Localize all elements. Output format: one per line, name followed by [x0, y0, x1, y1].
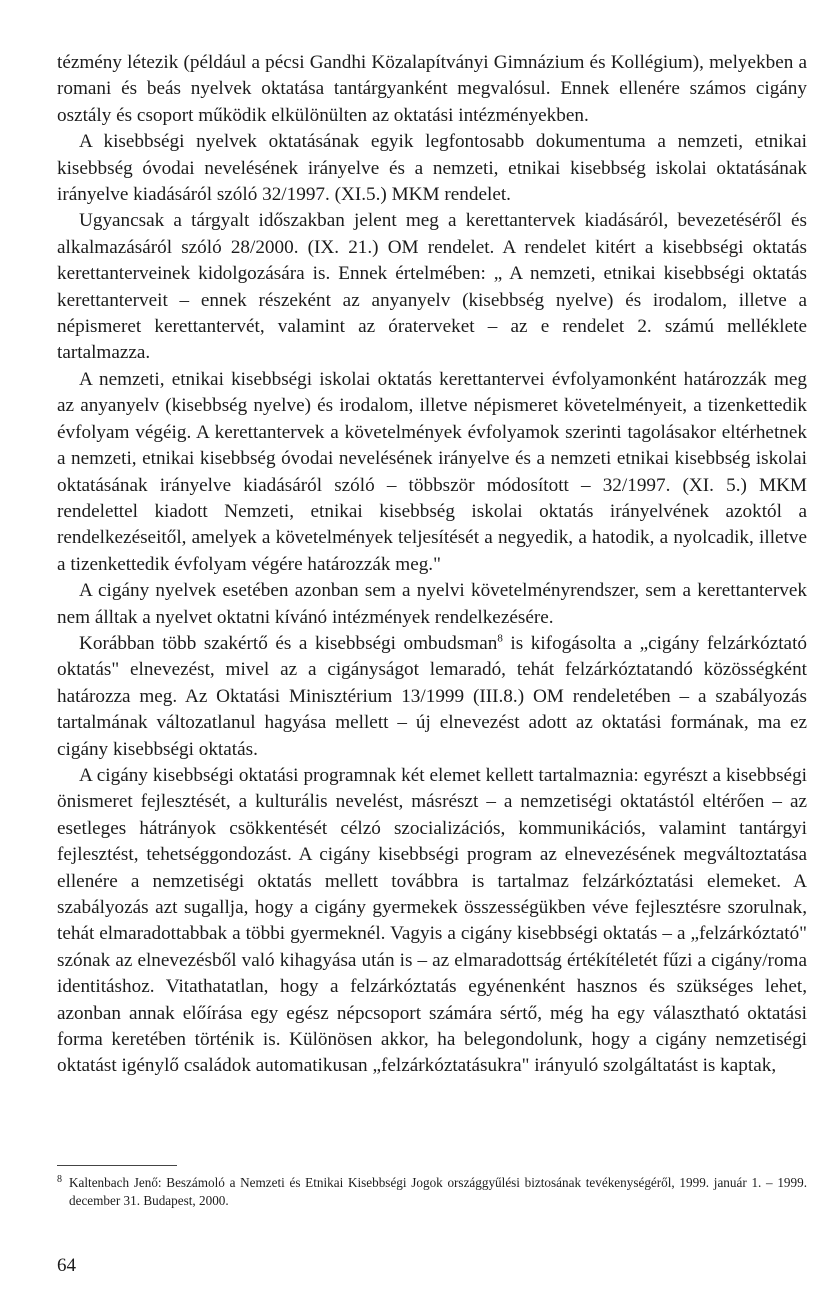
paragraph-1: tézmény létezik (például a pécsi Gandhi Közalapítványi Gimnázium és Kollégium), melyekben a romani és beás nyelvek oktatása tantárgyanként megvalósul. Ennek ellenére számos cigány osztály és csoport működik elkülönülten az oktatási intézményekben.: [57, 52, 807, 126]
footnote: [57, 1174, 807, 1210]
footnote-mark: 8: [57, 1174, 62, 1185]
footnote-text: Kaltenbach Jenő: Beszámoló a Nemzeti és Etnikai Kisebbségi Jogok országgyűlési biztosának tevékenységéről, 1999. január 1. – 1999. december 31. Budapest, 2000.: [69, 1175, 807, 1208]
paragraph-6-rest: is kifogásolta a „cigány felzárkóztató oktatás" elnevezést, mivel az a cigányságot lemaradó, tehát felzárkóztatandó közösségként határozza meg. Az Oktatási Minisztérium 13/1999 (III.8.) OM rendeletében – a szabályozás tartalmának változatlanul hagyása mellett – új elnevezést adott az oktatási formának, ma ez cigány kisebbségi oktatás.: [57, 632, 807, 760]
paragraph-4: A nemzeti, etnikai kisebbségi iskolai oktatás kerettantervei évfolyamonként határozzák meg az anyanyelv (kisebbség nyelve) és irodalom, illetve népismeret követelményeit, a tizenkettedik évfolyam végéig. A kerettantervek a követelmények évfolyamok szerinti tagolásakor eltérhetnek a nemzeti, etnikai kisebbség óvodai nevelésének irányelve és a nemzeti etnikai kisebbség iskolai oktatásának irányelve kiadásáról szóló – többször módosított – 32/1997. (XI. 5.) MKM rendelettel kiadott Nemzeti, etnikai kisebbség iskolai oktatás irányelvének azoktól a rendelkezéseitől, amelyek a követelmények teljesítését a negyedik, a hatodik, a nyolcadik, illetve a tizenkettedik évfolyam végére határozzák meg.": [57, 368, 807, 575]
footnote-area: [57, 1165, 807, 1210]
paragraph-5: A cigány nyelvek esetében azonban sem a nyelvi követelményrendszer, sem a kerettantervek nem álltak a nyelvet oktatni kívánó intézmények rendelkezésére.: [57, 580, 807, 628]
page-number: 64: [57, 1255, 76, 1276]
paragraph-6-start: Korábban több szakértő és a kisebbségi ombudsman: [79, 632, 498, 654]
paragraph-2: A kisebbségi nyelvek oktatásának egyik legfontosabb dokumentuma a nemzeti, etnikai kisebbség óvodai nevelésének irányelve és a nemzeti, etnikai kisebbség iskolai oktatásának irányelve kiadásáról szóló 32/1997. (XI.5.) MKM rendelet.: [57, 131, 807, 206]
footnote-divider: [57, 1165, 177, 1166]
paragraph-6: [57, 631, 807, 763]
paragraph-7: A cigány kisebbségi oktatási programnak két elemet kellett tartalmaznia: egyrészt a kisebbségi önismeret fejlesztését, a kulturális nevelést, másrészt – a nemzetiségi oktatástól eltérően – az esetleges hátrányok csökkentését célzó szocializációs, kommunikációs, valamint tantárgyi fejlesztést, tehetséggondozást. A cigány kisebbségi program az elnevezésének megváltoztatása ellenére a nemzetiségi oktatás mellett továbbra is tartalmaz felzárkóztatási elemeket. A szabályozás azt sugallja, hogy a cigány gyermekek összességükben véve fejlesztésre szorulnak, tehát elmaradottabbak a többi gyermeknél. Vagyis a cigány kisebbségi oktatás – a „felzárkóztató" szónak az elnevezésből való kihagyása után is – az elmaradottság értékítéletét fűzi a cigány/roma identitáshoz. Vitathatatlan, hogy a felzárkóztatás egyénenként hasznos és szükséges lehet, azonban annak előírása egy egész népcsoport számára sértő, még ha egy választható oktatási forma keretében történik is. Különösen akkor, ha belegondolunk, hogy a cigány nemzetiségi oktatást igénylő családok automatikusan „felzárkóztatásukra" irányuló szolgáltatást is kaptak,: [57, 764, 807, 1077]
footnote-reference[interactable]: 8: [497, 632, 503, 645]
paragraph-3: Ugyancsak a tárgyalt időszakban jelent meg a kerettantervek kiadásáról, bevezetéséről és alkalmazásáról szóló 28/2000. (IX. 21.) OM rendelet. A rendelet kitért a kisebbségi oktatás kerettanterveinek kidolgozására is. Ennek értelmében: „ A nemzeti, etnikai kisebbségi oktatás kerettanterveit – ennek részeként az anyanyelv (kisebbség nyelve) és irodalom, illetve a népismeret kerettantervét, valamint az óraterveket – az e rendelet 2. számú melléklete tartalmazza.: [57, 210, 807, 364]
main-text: [57, 50, 807, 1080]
